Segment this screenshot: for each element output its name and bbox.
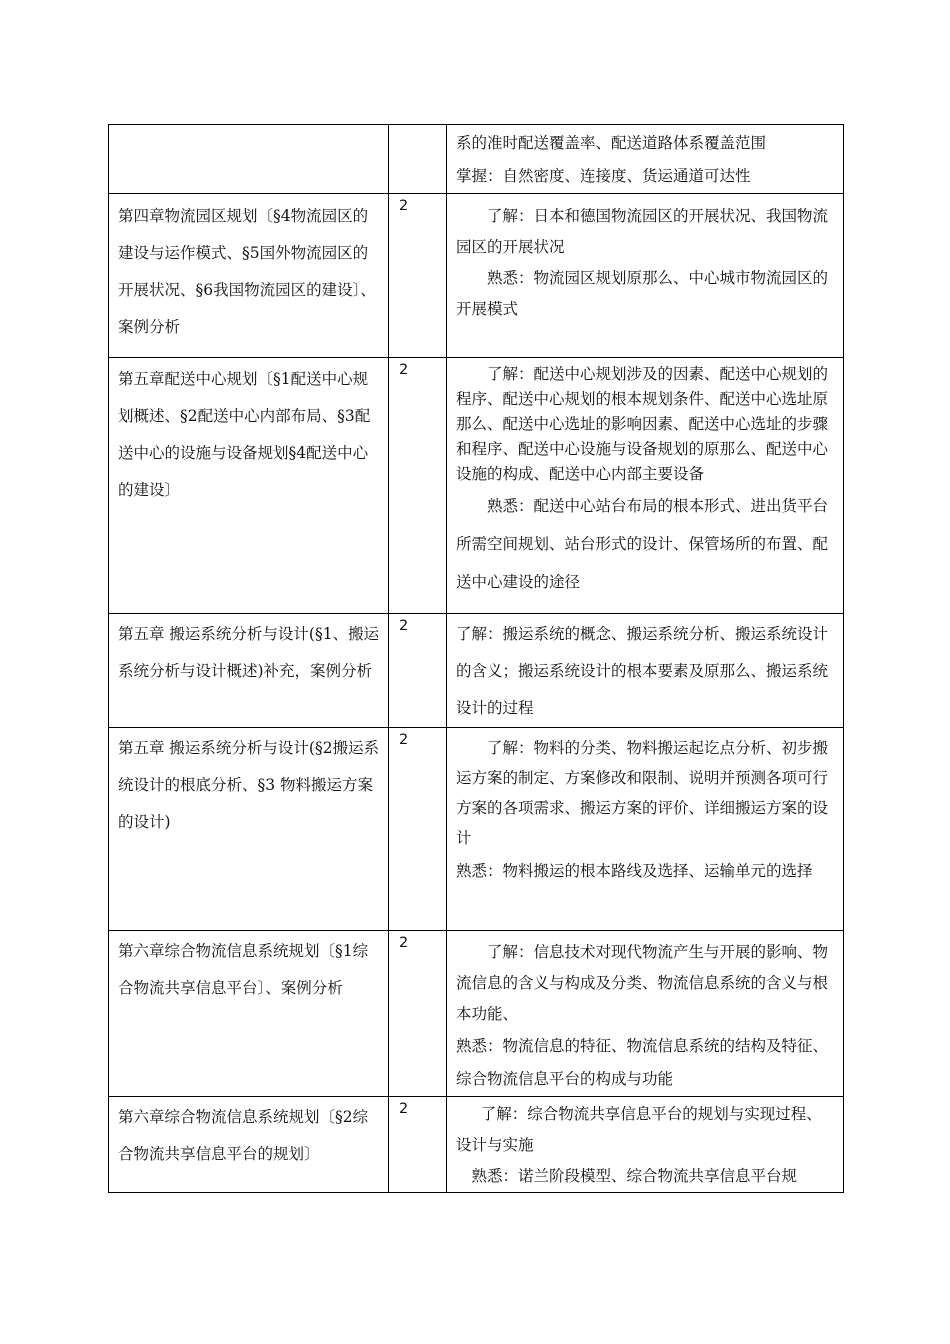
table-row (109, 358, 844, 614)
topic-cell: 第五章 搬运系统分析与设计(§1、搬运系统分析与设计概述)补充，案例分析 (109, 614, 389, 728)
content-cell (447, 614, 844, 728)
content-line: 了解：搬运系统的概念、搬运系统分析、搬运系统设计的含义；搬运系统设计的根本要素及原那么、搬运系统设计的过程 (456, 625, 829, 717)
content-line: 熟悉：物流园区规划原那么、中心城市物流园区的开展模式 (456, 269, 829, 318)
topic-cell (109, 125, 389, 194)
content-line: 了解：物料的分类、物料搬运起讫点分析、初步搬运方案的制定、方案修改和限制、说明并预测各项可行方案的各项需求、搬运方案的评价、详细搬运方案的设计 (456, 739, 829, 847)
content-cell (447, 1097, 844, 1193)
content-line: 熟悉：物料搬运的根本路线及选择、运输单元的选择 (456, 862, 813, 880)
content-line: 了解：日本和德国物流园区的开展状况、我国物流园区的开展状况 (456, 207, 829, 256)
content-line: 了解：信息技术对现代物流产生与开展的影响、物流信息的含义与构成及分类、物流信息系统的含义与根本功能、 (456, 943, 829, 1023)
topic-cell: 第四章物流园区规划〔§4物流园区的建设与运作模式、§5国外物流园区的开展状况、§6我国物流园区的建设〕、案例分析 (109, 194, 389, 358)
content-line: 系的准时配送覆盖率、配送道路体系覆盖范围 (456, 134, 767, 152)
topic-cell: 第六章综合物流信息系统规划〔§1综合物流共享信息平台〕、案例分析 (109, 931, 389, 1097)
content-line: 掌握：自然密度、连接度、货运通道可达性 (456, 167, 751, 185)
content-cell (447, 931, 844, 1097)
content-line: 了解：综合物流共享信息平台的规划与实现过程、设计与实施 (456, 1105, 822, 1154)
course-schedule-table (108, 124, 844, 1193)
hours-cell: 2 (389, 194, 447, 358)
content-cell (447, 125, 844, 194)
hours-cell (389, 125, 447, 194)
content-cell (447, 194, 844, 358)
table-row (109, 931, 844, 1097)
topic-cell: 第五章 搬运系统分析与设计(§2搬运系统设计的根底分析、§3 物料搬运方案的设计) (109, 728, 389, 931)
table-row (109, 1097, 844, 1193)
hours-cell: 2 (389, 1097, 447, 1193)
content-line: 熟悉：配送中心站台布局的根本形式、进出货平台所需空间规划、站台形式的设计、保管场所的布置、配送中心建设的途径 (456, 497, 829, 591)
topic-cell: 第五章配送中心规划〔§1配送中心规划概述、§2配送中心内部布局、§3配送中心的设施与设备规划§4配送中心的建设〕 (109, 358, 389, 614)
hours-cell: 2 (389, 358, 447, 614)
hours-cell: 2 (389, 728, 447, 931)
hours-cell: 2 (389, 614, 447, 728)
table-row (109, 125, 844, 194)
content-cell (447, 358, 844, 614)
content-cell (447, 728, 844, 931)
content-line: 熟悉：物流信息的特征、物流信息系统的结构及特征、综合物流信息平台的构成与功能 (456, 1037, 829, 1088)
table-row (109, 728, 844, 931)
topic-cell: 第六章综合物流信息系统规划〔§2综合物流共享信息平台的规划〕 (109, 1097, 389, 1193)
table-row (109, 194, 844, 358)
content-line: 了解：配送中心规划涉及的因素、配送中心规划的程序、配送中心规划的根本规划条件、配送中心选址原那么、配送中心选址的影响因素、配送中心选址的步骤和程序、配送中心设施与设备规划的原那么、配送中心设施的构成、配送中心内部主要设备 (456, 365, 829, 483)
hours-cell: 2 (389, 931, 447, 1097)
table-row (109, 614, 844, 728)
content-line: 熟悉：诺兰阶段模型、综合物流共享信息平台规 (471, 1167, 798, 1185)
